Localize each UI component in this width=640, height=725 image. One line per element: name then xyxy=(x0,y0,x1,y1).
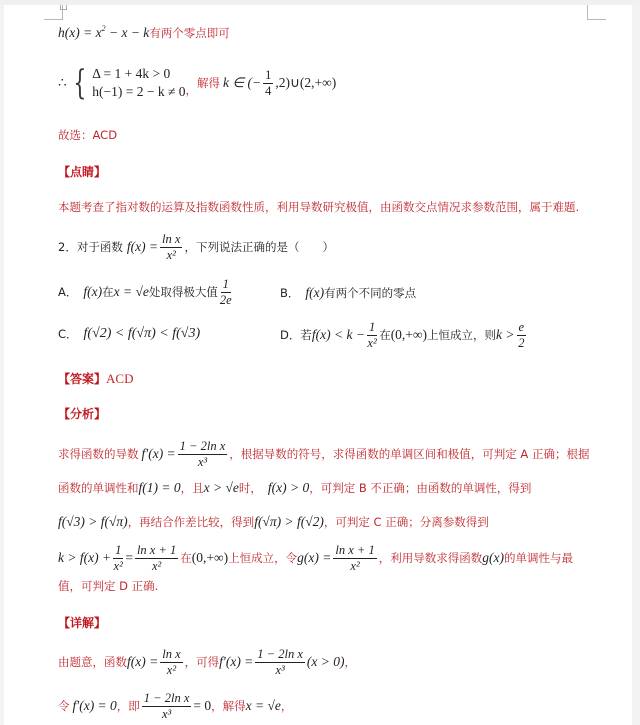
math-derivative: f′(x) = xyxy=(219,654,254,669)
math-fx: f(x) = xyxy=(127,654,159,669)
question-stem-tail: ，下列说法正确的是（ ） xyxy=(184,240,334,254)
math-domain: (x > 0) xyxy=(306,654,345,669)
math-eq-zero: = 0 xyxy=(193,698,212,713)
comment-text xyxy=(58,199,579,215)
answer-value: ACD xyxy=(106,370,134,386)
left-brace-icon: { xyxy=(72,63,86,103)
comment-body: 本题考查了指对数的运算及指数函数性质，利用导数研究极值，由函数交点情况求参数范围，属于难题. xyxy=(58,200,580,214)
option-c-label: C． xyxy=(58,327,78,341)
solution-line-h xyxy=(58,24,230,41)
analysis-line-4 xyxy=(58,544,573,572)
analysis-text: ，再结合作差比较，得到 xyxy=(127,515,255,529)
math-k-gt: k > xyxy=(496,327,515,342)
analysis-text: ，可判定 B 不正确；由函数的单调性，得到 xyxy=(309,481,532,495)
system-equation-2: h(−1) = 2 − k ≠ 0 xyxy=(92,84,186,99)
detail-line-2 xyxy=(58,692,292,720)
detail-text: 令 xyxy=(58,699,70,713)
detail-text: ，可得 xyxy=(184,655,220,669)
therefore-symbol: ∴ xyxy=(58,75,67,90)
analysis-text: 上恒成立，令 xyxy=(228,551,298,565)
option-a xyxy=(58,278,234,306)
fraction-one-quarter: $\frac{1}{4}$ xyxy=(265,68,272,98)
margin-corner-mark-right xyxy=(587,5,606,20)
detail-text: 由题意，函数 xyxy=(58,655,127,669)
math-fx-lt-k: f(x) < k − xyxy=(311,327,365,342)
function-fraction: $\frac{\text{ln x}}{\text{x²}}$ xyxy=(162,232,181,262)
option-b xyxy=(280,285,416,301)
system-equation-1: Δ = 1 + 4k > 0 xyxy=(92,66,171,81)
analysis-text: 值，可判定 D 正确. xyxy=(58,579,159,593)
analysis-text: 在 xyxy=(180,551,192,565)
analysis-line-3 xyxy=(58,514,489,530)
option-c xyxy=(58,326,200,342)
fraction-1-x2: $\frac{1}{\text{x²}}$ xyxy=(113,543,123,573)
final-choice xyxy=(58,127,117,143)
analysis-heading xyxy=(58,405,106,422)
math-fx: f(x) xyxy=(83,284,103,299)
detail-text: ， xyxy=(280,699,293,713)
detail-heading-text: 【详解】 xyxy=(58,616,107,630)
fraction-gx: $\frac{\text{ln x + 1}}{\text{x²}}$ xyxy=(335,543,375,573)
function-lhs: f(x) = xyxy=(126,239,159,254)
analysis-heading-text: 【分析】 xyxy=(58,407,107,421)
answer-line xyxy=(58,370,133,387)
math-gx: g(x) = xyxy=(297,550,332,565)
option-text: 在 xyxy=(379,328,391,342)
analysis-line-1 xyxy=(58,440,589,468)
analysis-text: 的单调性与最 xyxy=(503,551,573,565)
analysis-text: ，利用导数求得函数 xyxy=(378,551,483,565)
equation-system xyxy=(67,63,186,103)
fraction-1-2e: $\frac{1}{2e}$ xyxy=(219,277,232,307)
option-b-label: B． xyxy=(280,286,300,300)
detail-line-1 xyxy=(58,648,356,676)
option-d xyxy=(280,321,528,349)
math-x-sqrt-e: x = √e xyxy=(113,284,149,299)
analysis-text: 时， xyxy=(238,481,262,495)
answer-heading: 【答案】 xyxy=(58,372,107,386)
option-text: 在 xyxy=(102,285,114,299)
math-derivative: f′(x) = xyxy=(141,446,176,461)
equals: = xyxy=(125,550,133,565)
math-interval: (0,+∞) xyxy=(191,550,229,565)
option-d-label: D． xyxy=(280,328,301,342)
math-derivative-zero: f′(x) = 0 xyxy=(72,698,117,713)
math-f1: f(1) = 0 xyxy=(138,480,181,495)
detail-text: ，解得 xyxy=(211,699,246,713)
fraction-lnx-x2: $\frac{\text{ln x}}{\text{x²}}$ xyxy=(162,647,181,677)
solution-system-line xyxy=(58,63,337,103)
fraction-1-x2: $\frac{1}{\text{x²}}$ xyxy=(367,320,377,350)
option-text: 若 xyxy=(300,328,312,342)
fraction-derivative: $\frac{\text{1 − 2ln x}}{\text{x³}}$ xyxy=(143,691,190,721)
math-fx-gt-0: f(x) > 0 xyxy=(267,480,310,495)
comment-heading-text: 【点睛】 xyxy=(58,165,107,179)
option-text: 处取得极大值 xyxy=(148,285,218,299)
math-x-gt: x > √e xyxy=(203,480,239,495)
analysis-line-5 xyxy=(58,578,158,594)
math-x-sqrt-e: x = √e xyxy=(245,698,281,713)
analysis-text: 求得函数的导数 xyxy=(58,447,139,461)
result-tail: ,2)∪(2,+∞) xyxy=(275,75,337,90)
analysis-line-2 xyxy=(58,480,531,496)
detail-text: ，即 xyxy=(116,699,140,713)
final-choice-text: 故选：ACD xyxy=(58,128,118,142)
result-k: k ∈ (− xyxy=(222,75,262,90)
option-c-math: f(√2) < f(√π) < f(√3) xyxy=(83,326,201,341)
solution-text: 有两个零点即可 xyxy=(149,25,230,40)
option-a-label: A． xyxy=(58,285,78,299)
fraction-lnx-plus-1: $\frac{\text{ln x + 1}}{\text{x²}}$ xyxy=(136,543,177,573)
fraction-derivative: $\frac{\text{1 − 2ln x}}{\text{x³}}$ xyxy=(179,439,226,469)
math-gx: g(x) xyxy=(482,550,504,565)
comma: ， xyxy=(185,83,197,97)
analysis-text: 函数的单调性和 xyxy=(58,481,139,495)
math-compare-1: f(√3) > f(√π) xyxy=(58,514,128,529)
math-compare-2: f(√π) > f(√2) xyxy=(254,514,324,529)
detail-text: ， xyxy=(344,655,356,669)
analysis-text: ，可判定 C 正确；分离参数得到 xyxy=(323,515,489,529)
math-k-gt: k > f(x) + xyxy=(58,550,112,565)
analysis-text: ，且 xyxy=(180,481,204,495)
comment-heading xyxy=(58,163,106,180)
math-interval: (0,+∞) xyxy=(390,327,428,342)
option-text: 上恒成立，则 xyxy=(427,328,497,342)
question-2-stem xyxy=(58,233,334,261)
anchor-icon xyxy=(60,5,67,10)
question-number: 2．对于函数 xyxy=(58,240,123,254)
fraction-e-2: $\frac{e}{2}$ xyxy=(518,320,525,350)
fraction-derivative: $\frac{\text{1 − 2ln x}}{\text{x³}}$ xyxy=(257,647,303,677)
solve-label: 解得 xyxy=(196,76,220,90)
detail-heading xyxy=(58,614,106,631)
math-fx: f(x) xyxy=(305,285,325,300)
analysis-text: ，根据导数的符号，求得函数的单调区间和极值，可判定 A 正确；根据 xyxy=(229,447,590,461)
option-text: 有两个不同的零点 xyxy=(324,286,417,300)
math-expression: $h(x) = x^2 - x - k$ xyxy=(58,24,150,40)
